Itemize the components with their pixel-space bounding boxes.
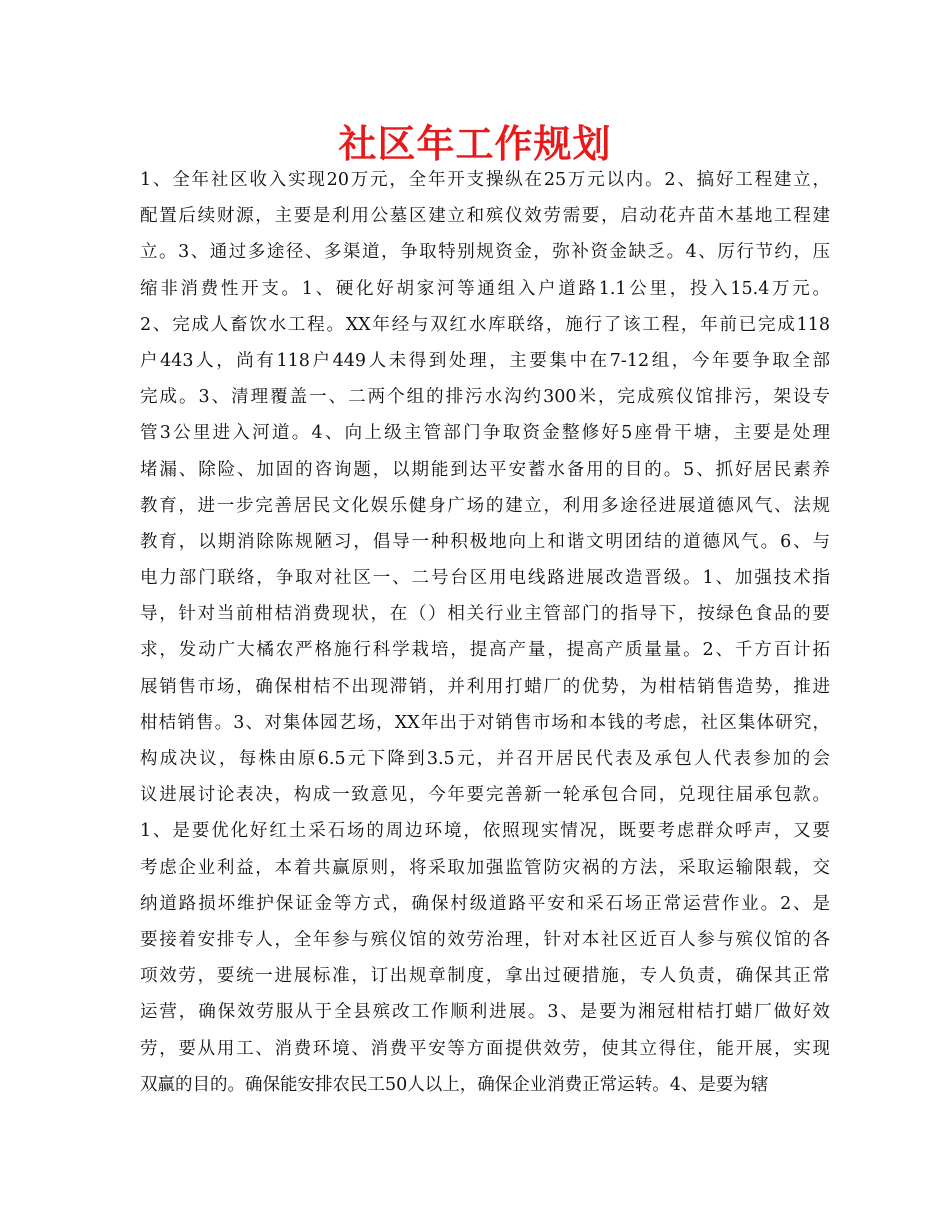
body-line: 电力部门联络，争取对社区一、二号台区用电线路进展改造晋级。1、加强技术指 <box>140 568 830 589</box>
body-line: 2、完成人畜饮水工程。XX年经与双红水库联络，施行了该工程，年前已完成118 <box>140 314 830 335</box>
body-line: 柑桔销售。3、对集体园艺场，XX年出于对销售市场和本钱的考虑，社区集体研究， <box>140 712 830 733</box>
body-line: 展销售市场，确保柑桔不出现滞销，并利用打蜡厂的优势，为柑桔销售造势，推进 <box>140 676 830 697</box>
body-line: 1、是要优化好红土采石场的周边环境，依照现实情况，既要考虑群众呼声，又要 <box>140 821 830 842</box>
body-line: 运营，确保效劳服从于全县殡改工作顺利进展。3、是要为湘冠柑桔打蜡厂做好效 <box>140 1002 830 1023</box>
body-line: 导，针对当前柑桔消费现状，在（）相关行业主管部门的指导下，按绿色食品的要 <box>140 604 830 625</box>
body-line: 劳，要从用工、消费环境、消费平安等方面提供效劳，使其立得住，能开展，实现 <box>140 1038 830 1059</box>
body-line: 缩非消费性开支。1、硬化好胡家河等通组入户道路1.1公里，投入15.4万元。 <box>140 278 830 299</box>
body-line: 户443人，尚有118户449人未得到处理，主要集中在7-12组，今年要争取全部 <box>140 350 830 371</box>
document-title: 社区年工作规划 <box>338 122 612 166</box>
body-line: 要接着安排专人，全年参与殡仪馆的效劳治理，针对本社区近百人参与殡仪馆的各 <box>140 929 830 950</box>
body-line: 项效劳，要统一进展标准，订出规章制度，拿出过硬措施，专人负责，确保其正常 <box>140 966 830 987</box>
body-line: 纳道路损坏维护保证金等方式，确保村级道路平安和采石场正常运营作业。2、是 <box>140 893 830 914</box>
document-body <box>140 162 830 1103</box>
body-line: 堵漏、除险、加固的咨询题，以期能到达平安蓄水备用的目的。5、抓好居民素养 <box>140 459 830 480</box>
body-line: 构成决议，每株由原6.5元下降到3.5元，并召开居民代表及承包人代表参加的会 <box>140 749 830 769</box>
body-line: 立。3、通过多途径、多渠道，争取特别规资金，弥补资金缺乏。4、厉行节约，压 <box>140 242 830 263</box>
body-line: 考虑企业利益，本着共赢原则，将采取加强监管防灾祸的方法，采取运输限载，交 <box>140 857 830 878</box>
body-line: 教育，进一步完善居民文化娱乐健身广场的建立，利用多途径进展道德风气、法规 <box>140 495 830 516</box>
body-line: 求，发动广大橘农严格施行科学栽培，提高产量，提高产质量量。2、千方百计拓 <box>140 640 830 661</box>
body-line: 教育，以期消除陈规陋习，倡导一种积极地向上和谐文明团结的道德风气。6、与 <box>140 531 830 552</box>
body-line: 双赢的目的。确保能安排农民工50人以上，确保企业消费正常运转。4、是要为辖 <box>140 1074 769 1095</box>
body-line: 议进展讨论表决，构成一致意见，今年要完善新一轮承包合同，兑现往届承包款。 <box>140 785 830 806</box>
body-line: 管3公里进入河道。4、向上级主管部门争取资金整修好5座骨干塘，主要是处理 <box>140 423 830 444</box>
body-line: 配置后续财源，主要是利用公墓区建立和殡仪效劳需要，启动花卉苗木基地工程建 <box>140 206 830 227</box>
body-line: 1、全年社区收入实现20万元，全年开支操纵在25万元以内。2、搞好工程建立， <box>140 170 830 190</box>
body-line: 完成。3、清理覆盖一、二两个组的排污水沟约300米，完成殡仪馆排污，架设专 <box>140 387 830 408</box>
